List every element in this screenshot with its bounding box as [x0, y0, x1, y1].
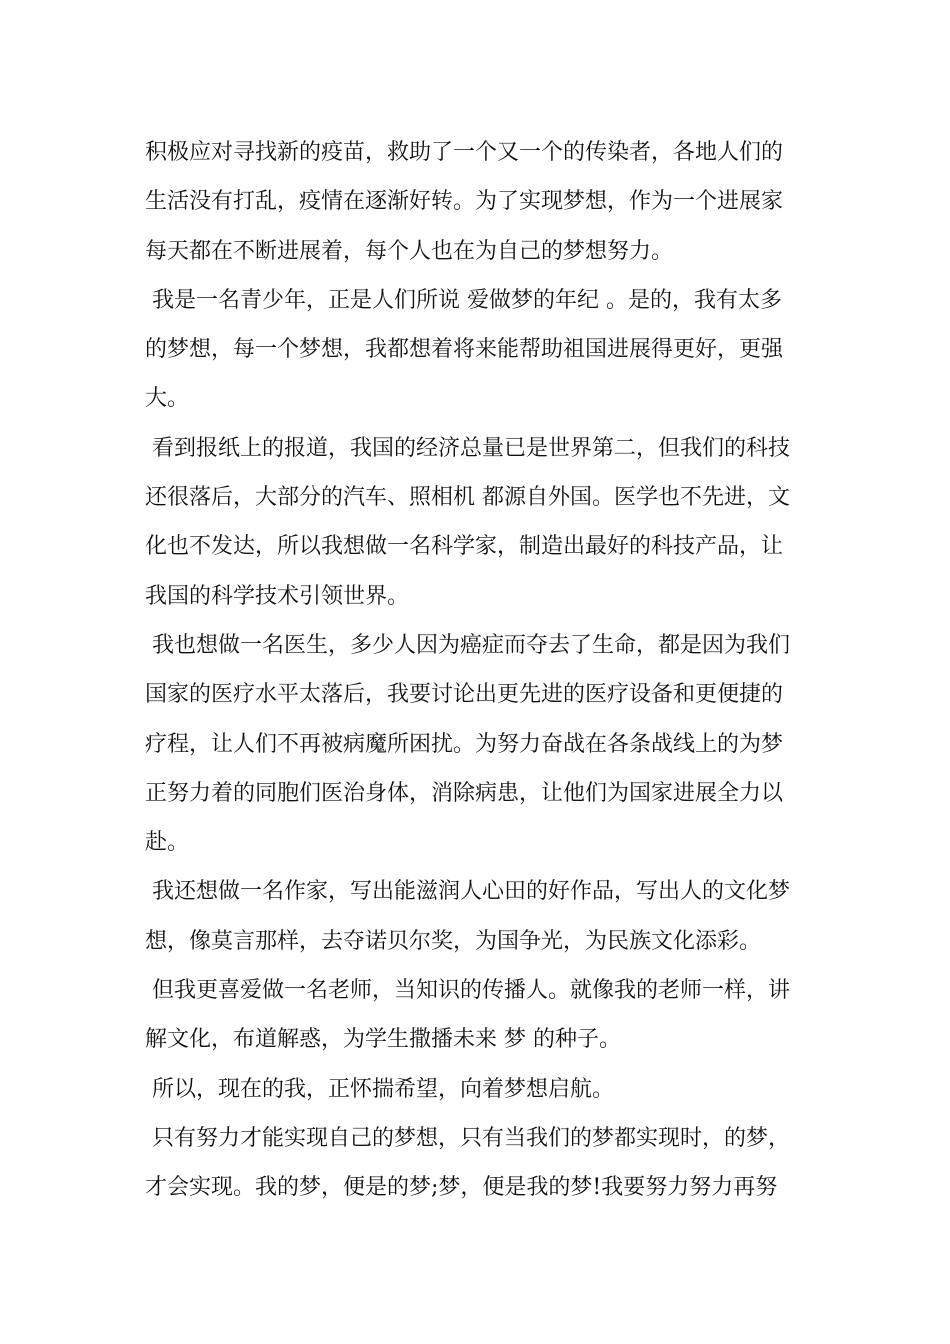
text-line: 疗程，让人们不再被病魔所困扰。为努力奋战在各条战线上的为梦	[145, 731, 784, 757]
text-line: 生活没有打乱，疫情在逐渐好转。为了实现梦想，作为一个进展家	[145, 189, 784, 215]
text-line: 正努力着的同胞们医治身体，消除病患，让他们为国家进展全力以	[145, 780, 784, 806]
text-line: 化也不发达，所以我想做一名科学家，制造出最好的科技产品，让	[145, 534, 784, 560]
text-line: 的梦想，每一个梦想，我都想着将来能帮助祖国进展得更好，更强	[145, 337, 784, 363]
text-line: 我是一名青少年，正是人们所说 爱做梦的年纪 。是的，我有太多	[145, 287, 782, 313]
paragraph-4	[145, 621, 810, 867]
paragraph-8	[145, 1114, 810, 1213]
text-line: 国家的医疗水平太落后，我要讨论出更先进的医疗设备和更便捷的	[145, 682, 784, 708]
text-line: 只有努力才能实现自己的梦想，只有当我们的梦都实现时，的梦，	[145, 1125, 790, 1151]
paragraph-2	[145, 276, 810, 424]
document-body	[145, 128, 810, 1213]
paragraph-5	[145, 867, 810, 966]
text-line: 看到报纸上的报道，我国的经济总量已是世界第二，但我们的科技	[145, 435, 790, 461]
text-line: 大。	[145, 386, 190, 412]
text-line: 我国的科学技术引领世界。	[145, 583, 410, 609]
text-line: 积极应对寻找新的疫苗，救助了一个又一个的传染者，各地人们的	[145, 140, 784, 165]
text-line: 我还想做一名作家，写出能滋润人心田的好作品，写出人的文化梦	[145, 879, 790, 905]
text-line: 所以，现在的我，正怀揣希望，向着梦想启航。	[145, 1076, 614, 1102]
text-line: 还很落后，大部分的汽车、照相机 都源自外国。医学也不先进，文	[145, 485, 790, 511]
text-line: 想，像莫言那样，去夺诺贝尔奖，为国争光，为民族文化添彩。	[145, 928, 762, 954]
text-line: 解文化，布道解惑，为学生撒播未来 梦 的种子。	[145, 1027, 621, 1053]
paragraph-6	[145, 966, 810, 1065]
paragraph-3	[145, 424, 810, 621]
text-line: 赴。	[145, 830, 190, 856]
paragraph-1	[145, 128, 810, 276]
text-line: 每天都在不断进展着，每个人也在为自己的梦想努力。	[145, 238, 674, 264]
text-line: 才会实现。我的梦，便是的梦;梦，便是我的梦!我要努力努力再努	[145, 1175, 778, 1201]
text-line: 但我更喜爱做一名老师，当知识的传播人。就像我的老师一样，讲	[145, 978, 790, 1004]
text-line: 我也想做一名医生，多少人因为癌症而夺去了生命，都是因为我们	[145, 632, 790, 658]
paragraph-7	[145, 1065, 810, 1114]
